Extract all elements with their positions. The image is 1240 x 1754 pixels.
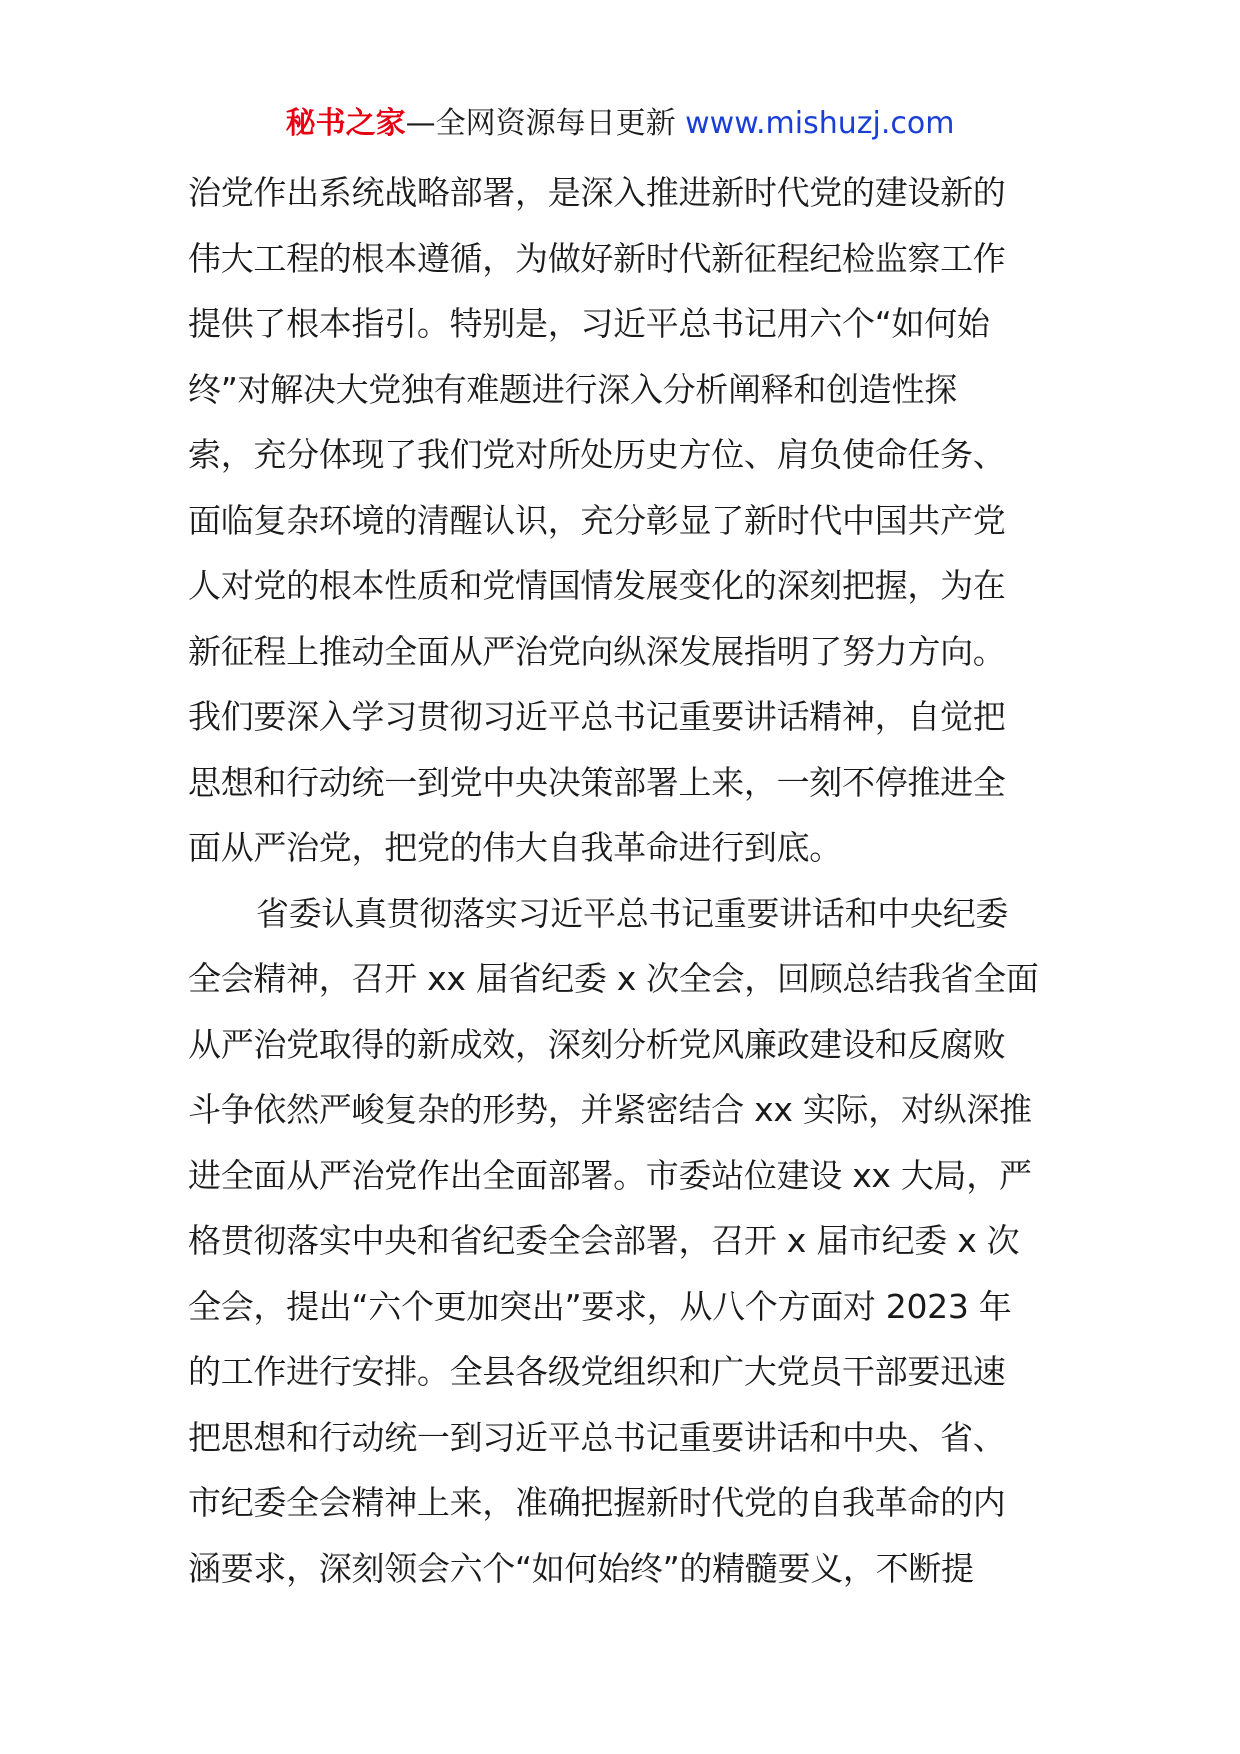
text-line: 新征程上推动全面从严治党向纵深发展指明了努力方向。 bbox=[188, 631, 1006, 671]
text-line: 全会，提出“六个更加突出”要求，从八个方面对 2023 年 bbox=[188, 1286, 1012, 1326]
text-line: 的工作进行安排。全县各级党组织和广大党员干部要迅速 bbox=[188, 1352, 1006, 1391]
site-url[interactable]: www.mishuzj.com bbox=[685, 106, 955, 141]
text-line: 斗争依然严峻复杂的形势，并紧密结合 xx 实际，对纵深推 bbox=[188, 1090, 1032, 1129]
text-line: 市纪委全会精神上来，准确把握新时代党的自我革命的内 bbox=[188, 1483, 1006, 1522]
text-line: 终”对解决大党独有难题进行深入分析阐释和创造性探 bbox=[188, 369, 957, 409]
text-line: 进全面从严治党作出全面部署。市委站位建设 xx 大局，严 bbox=[188, 1155, 1032, 1195]
text-line: 索，充分体现了我们党对所处历史方位、肩负使命任务、 bbox=[188, 435, 1006, 474]
text-line: 人对党的根本性质和党情国情发展变化的深刻把握，为在 bbox=[188, 566, 1006, 605]
text-line: 把思想和行动统一到习近平总书记重要讲话和中央、省、 bbox=[188, 1417, 1006, 1457]
page-header bbox=[0, 102, 1240, 146]
text-line: 思想和行动统一到党中央决策部署上来，一刻不停推进全 bbox=[188, 762, 1006, 802]
text-line: 省委认真贯彻落实习近平总书记重要讲话和中央纪委 bbox=[256, 893, 1009, 933]
text-line: 从严治党取得的新成效，深刻分析党风廉政建设和反腐败 bbox=[188, 1024, 1006, 1064]
text-line: 提供了根本指引。特别是，习近平总书记用六个“如何始 bbox=[188, 304, 990, 343]
text-line: 面从严治党，把党的伟大自我革命进行到底。 bbox=[188, 828, 843, 867]
text-line: 我们要深入学习贯彻习近平总书记重要讲话精神，自觉把 bbox=[188, 697, 1006, 736]
text-line: 涵要求，深刻领会六个“如何始终”的精髓要义，不断提 bbox=[188, 1548, 974, 1588]
text-line: 伟大工程的根本遵循，为做好新时代新征程纪检监察工作 bbox=[188, 238, 1006, 278]
brand-name: 秘书之家 bbox=[285, 106, 406, 141]
text-line: 格贯彻落实中央和省纪委全会部署，召开 x 届市纪委 x 次 bbox=[188, 1221, 1020, 1260]
text-line: 全会精神，召开 xx 届省纪委 x 次全会，回顾总结我省全面 bbox=[188, 959, 1039, 998]
text-line: 面临复杂环境的清醒认识，充分彰显了新时代中国共产党 bbox=[188, 500, 1006, 540]
paragraph-2 bbox=[188, 881, 1056, 1602]
paragraph-1 bbox=[188, 160, 1056, 881]
text-line: 治党作出系统战略部署，是深入推进新时代党的建设新的 bbox=[188, 173, 1006, 212]
document-body bbox=[188, 160, 1056, 1601]
header-tagline: —全网资源每日更新 bbox=[405, 106, 676, 141]
